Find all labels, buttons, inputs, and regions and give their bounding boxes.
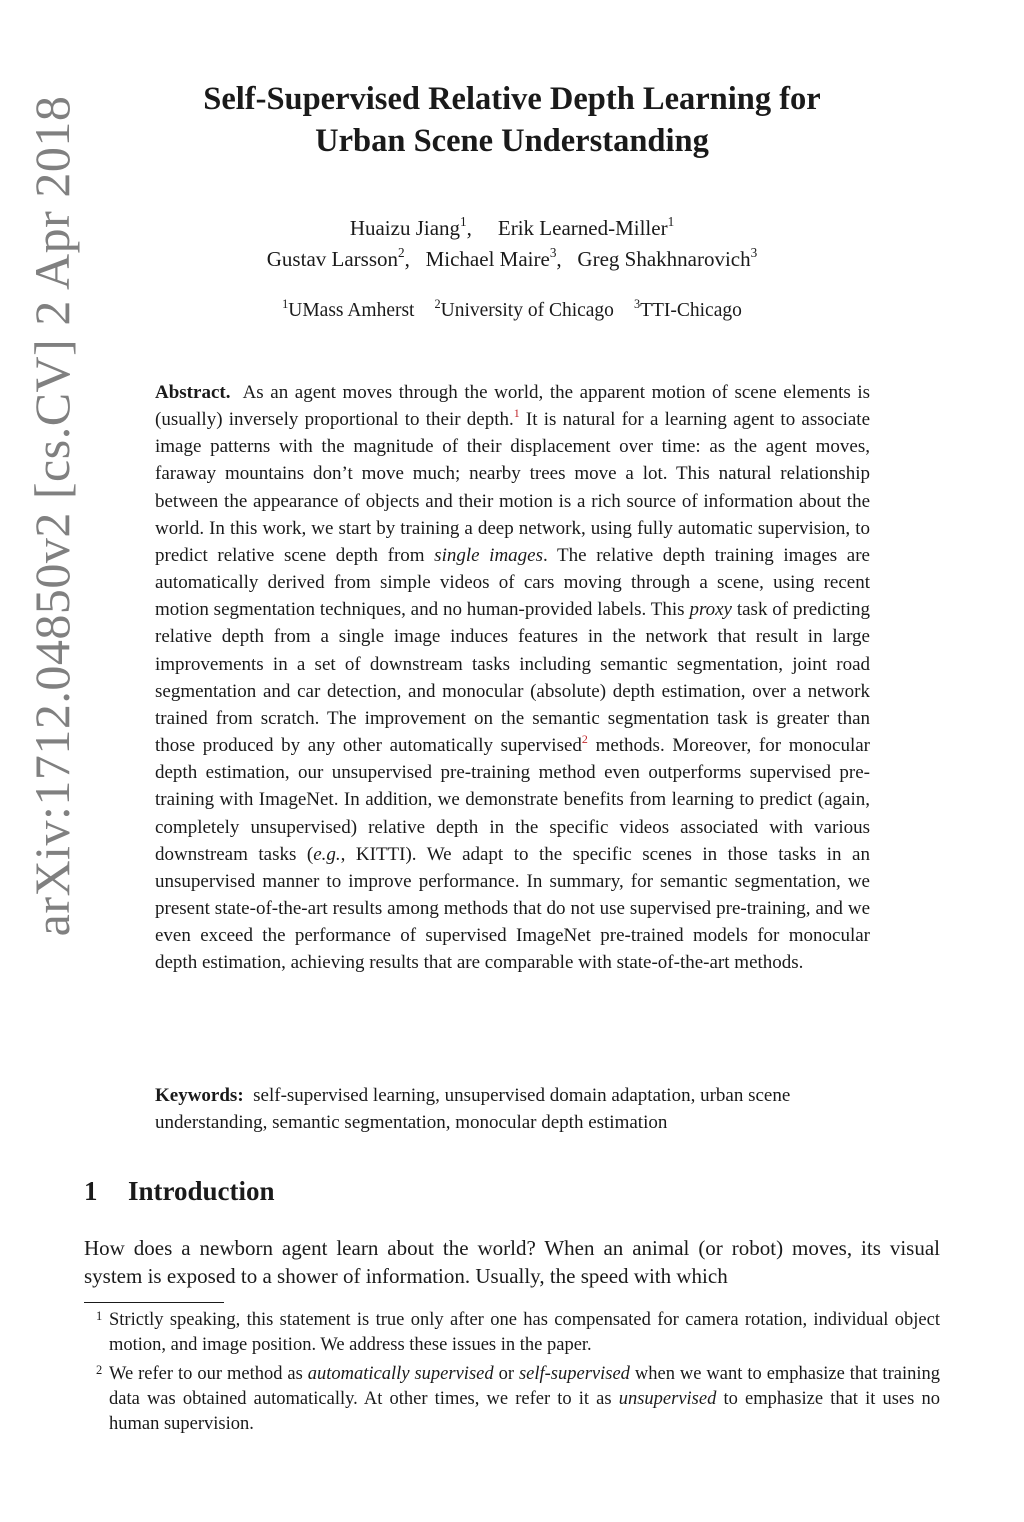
section-title: Introduction — [128, 1176, 275, 1206]
abstract-text: task of predicting relative depth from a single image induces features in the network that result in large improvements in a set of downstream tasks including semantic segmentation, joint road segmentation and car detection, and monocular (absolute) depth estimation, over a network trained from scratch. The improvement on the semantic segmentation task is greater than those produced by any other automatically supervised — [155, 599, 870, 757]
author-row-2: Gustav Larsson$^2$, Michael Maire$^3$, Greg Shakhnarovich$^3$ — [266, 245, 758, 271]
abstract-text: As an agent moves through the world, the apparent motion of scene elements is (usually) inversely proportional to their depth. — [155, 382, 871, 431]
footnote-emphasis: self-supervised — [518, 1364, 630, 1384]
affiliation-mark: 1 — [282, 296, 289, 311]
footnote-mark: 1 — [96, 1309, 103, 1323]
author-row-1: Huaizu Jiang$^1$, Erik Learned-Miller$^1$ — [349, 214, 675, 240]
footnote-ref-1[interactable]: 1 — [513, 406, 520, 421]
section-heading — [84, 1176, 275, 1207]
footnote-2 — [84, 1362, 940, 1437]
author-name: Greg Shakhnarovich — [577, 247, 751, 271]
affiliation-name: UMass Amherst — [288, 300, 415, 321]
author-list — [120, 213, 904, 275]
author-affiliation-mark: 2 — [398, 245, 405, 261]
footnote-rule — [84, 1302, 224, 1303]
abstract-label: Abstract. — [155, 382, 231, 403]
footnote-text-part: when we want to emphasize that training data was obtained automatically. At other times, we refer to it as — [109, 1364, 940, 1409]
keywords-label: Keywords: — [155, 1085, 244, 1106]
footnote-text — [109, 1362, 940, 1437]
affiliation-name: University of Chicago — [440, 300, 614, 321]
author-affiliation-mark: 3 — [750, 245, 758, 261]
footnote-text: Strictly speaking, this statement is true only after one has compensated for camera rotation, individual object motion, and image position. We address these issues in the paper. — [109, 1310, 940, 1355]
footnote-text-part: or — [493, 1364, 519, 1384]
footnote-text-part: to emphasize that it uses no human supervision. — [109, 1389, 940, 1434]
keywords — [155, 1082, 895, 1136]
title-line-1: Self-Supervised Relative Depth Learning for — [203, 81, 821, 117]
footnote-text-part: We refer to our method as — [109, 1364, 308, 1384]
footnote-emphasis: automatically supervised — [307, 1364, 494, 1384]
footnote-ref-2[interactable]: 2 — [581, 732, 588, 747]
abstract-text: It is natural for a learning agent to associate image patterns with the magnitude of their displacement over time: as the agent moves, faraway mountains don’t move much; nearby trees move a lot. This natural relationship between the appearance of objects and their motion is a rich source of information about the world. In this work, we start by training a deep network, using fully automatic supervision, to predict relative scene depth from — [155, 409, 870, 566]
author-name: Michael Maire — [425, 247, 550, 271]
keywords-text: self-supervised learning, unsupervised domain adaptation, urban scene understanding, semantic segmentation, monocular depth estimation — [155, 1085, 791, 1133]
affiliation-mark: 2 — [434, 296, 441, 311]
abstract-emphasis: proxy — [689, 599, 732, 621]
abstract-emphasis: e.g. — [313, 843, 341, 865]
abstract-text: , KITTI). We adapt to the specific scenes in those tasks in an unsupervised manner to improve performance. In summary, for semantic segmentation, we present state-of-the-art results among methods that do not use supervised pre-training, and we even exceed the performance of supervised ImageNet pre-trained models for monocular depth estimation, achieving results that are comparable with state-of-the-art methods. — [155, 843, 870, 974]
affiliation-mark: 3 — [633, 296, 641, 311]
arxiv-identifier: arXiv:1712.04850v2 [cs.CV] 2 Apr 2018 — [24, 95, 80, 937]
footnote-mark: 2 — [96, 1363, 103, 1377]
abstract-emphasis: single images — [434, 544, 544, 566]
section-body-text: How does a newborn agent learn about the world? When an animal (or robot) moves, its visual system is exposed to a shower of information. Usually, the speed with which — [84, 1236, 940, 1288]
author-affiliation-mark: 1 — [460, 214, 467, 230]
footnote-emphasis: unsupervised — [618, 1389, 717, 1409]
abstract-text: . The relative depth training images are automatically derived from simple videos of cars moving through a scene, using recent motion segmentation techniques, and no human-provided labels. This — [155, 544, 870, 621]
section-number: 1 — [84, 1176, 98, 1206]
author-name: Erik Learned-Miller — [497, 216, 668, 240]
author-name: Gustav Larsson — [266, 247, 398, 271]
affiliation-name: TTI-Chicago — [640, 300, 742, 321]
abstract — [155, 379, 870, 976]
author-name: Huaizu Jiang — [349, 216, 461, 240]
paper-title — [120, 78, 904, 162]
author-affiliation-mark: 1 — [667, 214, 675, 230]
footnote-1 — [84, 1308, 940, 1358]
abstract-text: methods. Moreover, for monocular depth estimation, our unsupervised pre-training method even outperforms supervised pre-training with ImageNet. In addition, we demonstrate benefits from learning to predict (again, completely unsupervised) relative depth in the specific videos associated with various downstream tasks ( — [155, 735, 871, 865]
title-line-2: Urban Scene Understanding — [315, 123, 709, 159]
affiliation-list — [120, 297, 904, 325]
author-affiliation-mark: 3 — [549, 245, 557, 261]
